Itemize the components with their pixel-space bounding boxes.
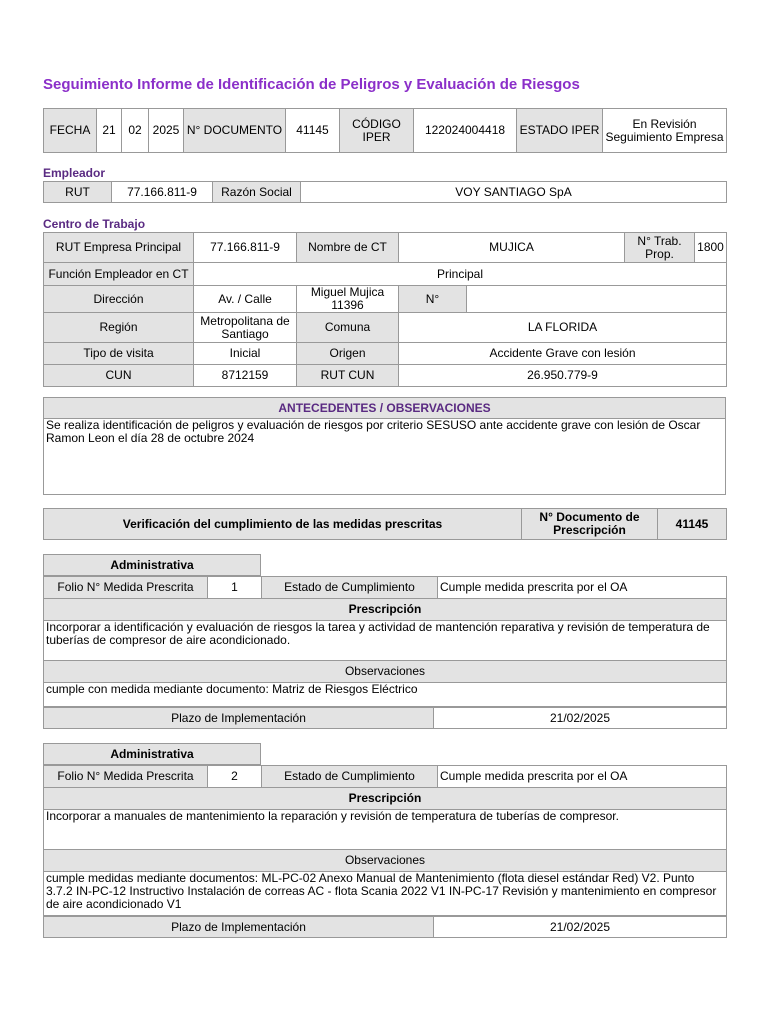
prescripcion-text: Incorporar a identificación y evaluación de riesgos la tarea y actividad de mantención reparativa y revisión de temperatura de tuberías de compresor de aire acondicionado. [44,621,727,661]
verificacion-label: Verificación del cumplimiento de las medidas prescritas [44,509,522,540]
fecha-label: FECHA [44,109,97,153]
region-label: Región [44,313,194,343]
page-title: Seguimiento Informe de Identificación de Peligros y Evaluación de Riesgos [43,76,580,93]
prescripcion-doc-value: 41145 [658,509,727,540]
folio-value: 2 [208,766,262,788]
direccion-label: Dirección [44,286,194,313]
funcion-label: Función Empleador en CT [44,263,194,286]
centro-table-b [43,285,727,387]
prescripcion-doc-label: N° Documento de Prescripción [522,509,658,540]
verificacion-table [43,508,727,540]
estado-iper-value: En Revisión Seguimiento Empresa [603,109,727,153]
observaciones-label: Observaciones [44,850,727,872]
fecha-year: 2025 [149,109,184,153]
iper-value: 122024004418 [414,109,517,153]
section-empleador: Empleador [43,166,106,180]
folio-label: Folio N° Medida Prescrita [44,577,208,599]
medida-1-table [43,576,727,707]
prescripcion-label: Prescripción [44,788,727,810]
medida-1-tipo [43,554,261,576]
header-table [43,108,727,153]
estado-cumplimiento-value: Cumple medida prescrita por el OA [438,577,727,599]
funcion-value: Principal [194,263,727,286]
razon-social-label: Razón Social [213,182,301,203]
via-value: Av. / Calle [194,286,297,313]
medida-1-plazo [43,707,727,729]
rut-cun-label: RUT CUN [297,365,399,387]
origen-value: Accidente Grave con lesión [399,343,727,365]
comuna-value: LA FLORIDA [399,313,727,343]
observaciones-label: Observaciones [44,661,727,683]
tipo-visita-label: Tipo de visita [44,343,194,365]
fecha-day: 21 [97,109,122,153]
cun-label: CUN [44,365,194,387]
plazo-label: Plazo de Implementación [44,917,434,938]
antecedentes-text: Se realiza identificación de peligros y evaluación de riesgos por criterio SESUSO ante accidente grave con lesión de Oscar Ramon Leon el día 28 de octubre 2024 [44,419,726,495]
observaciones-text: cumple medidas mediante documentos: ML-PC-02 Anexo Manual de Mantenimiento (flota diesel estándar Red) V2. Punto 3.7.2 IN-PC-12 Instructivo Instalación de correas AC - flota Scania 2022 V1 IN-PC-17 Revisión y mantenimiento en compresor de aire acondicionado V1 [44,872,727,916]
doc-label: N° DOCUMENTO [184,109,286,153]
origen-label: Origen [297,343,399,365]
folio-label: Folio N° Medida Prescrita [44,766,208,788]
estado-cumplimiento-label: Estado de Cumplimiento [262,577,438,599]
medida-2-plazo [43,916,727,938]
prescripcion-text: Incorporar a manuales de mantenimiento la reparación y revisión de temperatura de tuberías de compresor. [44,810,727,850]
folio-value: 1 [208,577,262,599]
fecha-month: 02 [122,109,149,153]
trab-prop-value: 1800 [695,233,727,263]
calle-value: Miguel Mujica 11396 [297,286,399,313]
medida-2-table [43,765,727,916]
rut-cun-value: 26.950.779-9 [399,365,727,387]
plazo-value: 21/02/2025 [434,708,727,729]
plazo-value: 21/02/2025 [434,917,727,938]
estado-iper-label: ESTADO IPER [517,109,603,153]
nombre-ct-label: Nombre de CT [297,233,399,263]
razon-social-value: VOY SANTIAGO SpA [301,182,727,203]
iper-label: CÓDIGO IPER [340,109,414,153]
estado-cumplimiento-value: Cumple medida prescrita por el OA [438,766,727,788]
cun-value: 8712159 [194,365,297,387]
rut-empresa-value: 77.166.811-9 [194,233,297,263]
medida-tipo: Administrativa [44,744,261,765]
tipo-visita-value: Inicial [194,343,297,365]
region-value: Metropolitana de Santiago [194,313,297,343]
estado-cumplimiento-label: Estado de Cumplimiento [262,766,438,788]
numero-value [467,286,727,313]
section-centro-trabajo: Centro de Trabajo [43,217,146,231]
rut-empresa-label: RUT Empresa Principal [44,233,194,263]
rut-value: 77.166.811-9 [112,182,213,203]
centro-table-a [43,232,727,286]
antecedentes-header: ANTECEDENTES / OBSERVACIONES [44,398,726,419]
medida-2-tipo [43,743,261,765]
antecedentes-table [43,397,726,495]
observaciones-text: cumple con medida mediante documento: Matriz de Riesgos Eléctrico [44,683,727,707]
empleador-table [43,181,727,203]
plazo-label: Plazo de Implementación [44,708,434,729]
nombre-ct-value: MUJICA [399,233,625,263]
medida-tipo: Administrativa [44,555,261,576]
prescripcion-label: Prescripción [44,599,727,621]
trab-prop-label: N° Trab. Prop. [625,233,695,263]
rut-label: RUT [44,182,112,203]
doc-value: 41145 [286,109,340,153]
comuna-label: Comuna [297,313,399,343]
numero-label: N° [399,286,467,313]
